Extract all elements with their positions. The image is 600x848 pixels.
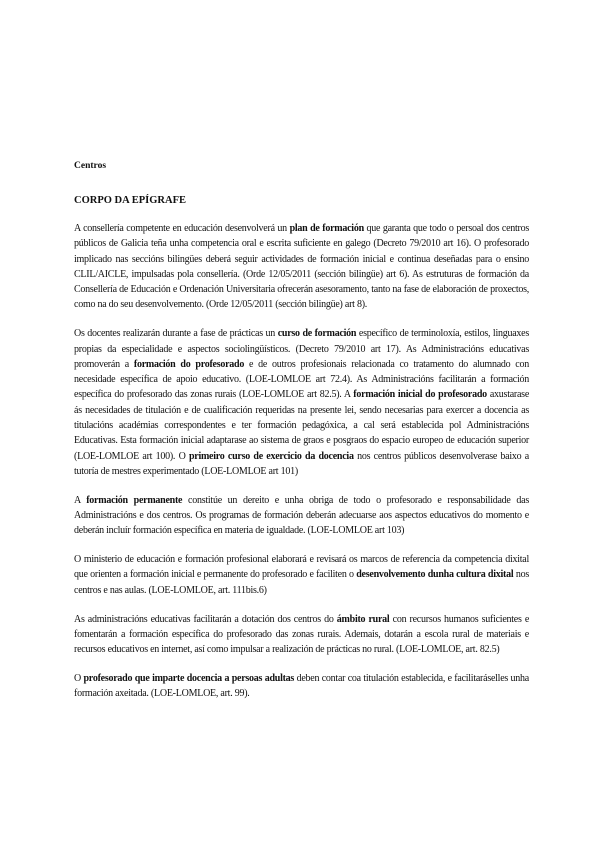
text-run: As administracións educativas facilitarán a dotación dos centros do	[74, 613, 337, 625]
bold-term: primeiro curso de exercicio da docencia	[188, 450, 354, 462]
bold-term: curso de formación	[277, 328, 357, 340]
text-run: A	[74, 494, 87, 506]
text-run: A consellería competente en educación desenvolverá un	[74, 223, 290, 234]
text-run: O ministerio de educación e formación profesional elaborará e revisará os marcos de referencia da competencia dixital que orienten a formación inicial e permanente do profesorado e faciliten o	[74, 554, 529, 581]
text-run: O	[74, 672, 84, 684]
paragraph-ambito-rural	[74, 612, 529, 658]
text-run: deben contar coa titulación establecida, e facilitaráselles unha formación axeitada. (LOE-LOMLOE, art. 99).	[74, 672, 529, 700]
bold-term: formación permanente	[86, 494, 183, 506]
section-label: Centros	[74, 161, 107, 171]
bold-term: desenvolvemento dunha cultura dixital	[356, 569, 514, 581]
text-run: específico de terminoloxía, estilos, linguaxes propias da especialidade e aspectos sociolingüísticos. (Decreto 79/2010 art 17). As Administracións educativas promoverán a	[74, 328, 529, 370]
text-run: nos centros públicos desenvolverase baixo a tutoría de mestres experimentado (LOE-LOMLOE art 101)	[74, 450, 529, 477]
paragraph-cultura-dixital	[74, 552, 529, 598]
text-run: nos centros e nas aulas. (LOE-LOMLOE, art. 111bis.6)	[74, 569, 529, 596]
text-run: con recursos humanos suficientes e fomentarán a formación específica do profesorado das zonas rurais. Ademais, dotarán a escola rural de materiais e recursos educativos en internet, así como impulsar a realización de prácticas no rural. (LOE-LOMLOE, art. 82.5)	[74, 613, 530, 656]
text-run: constitúe un dereito e unha obriga de todo o profesorado e responsabilidade das Administracións e dos centros. Os programas de formación deberán adecuarse aos aspectos educativos do momento e deberán incluír formación específica en materia de igualdade. (LOE-LOMLOE art 103)	[74, 494, 529, 537]
text-run: axustarase ás necesidades de titulación e de cualificación requeridas na presente lei, sendo necesarias para exercer a docencia as titulacións académias correspondentes e ter formación pedagóxica, a cal será establecida pol Administracións Educativas. Esta formación inicial adaptarase ao sistema de graos e posgraos do espacio europeo de educación superior (LOE-LOMLOE art 100). O	[74, 389, 530, 462]
paragraph-formacion-permanente	[74, 493, 529, 539]
bold-term: formación inicial do profesorado	[353, 389, 487, 401]
text-run: Os docentes realizarán durante a fase de prácticas un	[74, 328, 278, 340]
bold-term: profesorado que imparte docencia a persoas adultas	[83, 672, 295, 684]
paragraph-curso-formacion	[74, 326, 529, 479]
text-run: que garanta que todo o persoal dos centros públicos de Galicia teña unha competencia oral e escrita suficiente en galego (Decreto 79/2010 art 16). O profesorado implicado nas seccións bilingües deberá seguir actividades de formación inicial e continua deseñadas para o ensino CLIL/AICLE, impulsadas pola consellería. (Orde 12/05/2011 (sección bilingüe) art 6). As estruturas de formación da Consellería de Educación e Ordenación Universitaria ofrecerán asesoramento, tanto na fase de elaboración de proxectos, como na do seu desenvolvemento. (Orde 12/05/2011 (sección bilingüe) art 8).	[74, 223, 530, 311]
document-title: CORPO DA EPÍGRAFE	[74, 195, 187, 206]
bold-term: formación do profesorado	[133, 358, 245, 370]
text-run: e de outros profesionais relacionada co tratamento do alumnado con necesidade específica de apoio educativo. (LOE-LOMLOE art 72.4). As Administracións facilitarán a formación específica do profesorado das zonas rurais (LOE-LOMLOE art 82.5). A	[74, 358, 529, 401]
document-page	[74, 160, 529, 715]
bold-term: plan de formación	[289, 223, 364, 234]
paragraph-persoas-adultas	[74, 671, 529, 702]
bold-term: ámbito rural	[336, 613, 390, 625]
paragraph-plan-formacion	[74, 221, 529, 313]
